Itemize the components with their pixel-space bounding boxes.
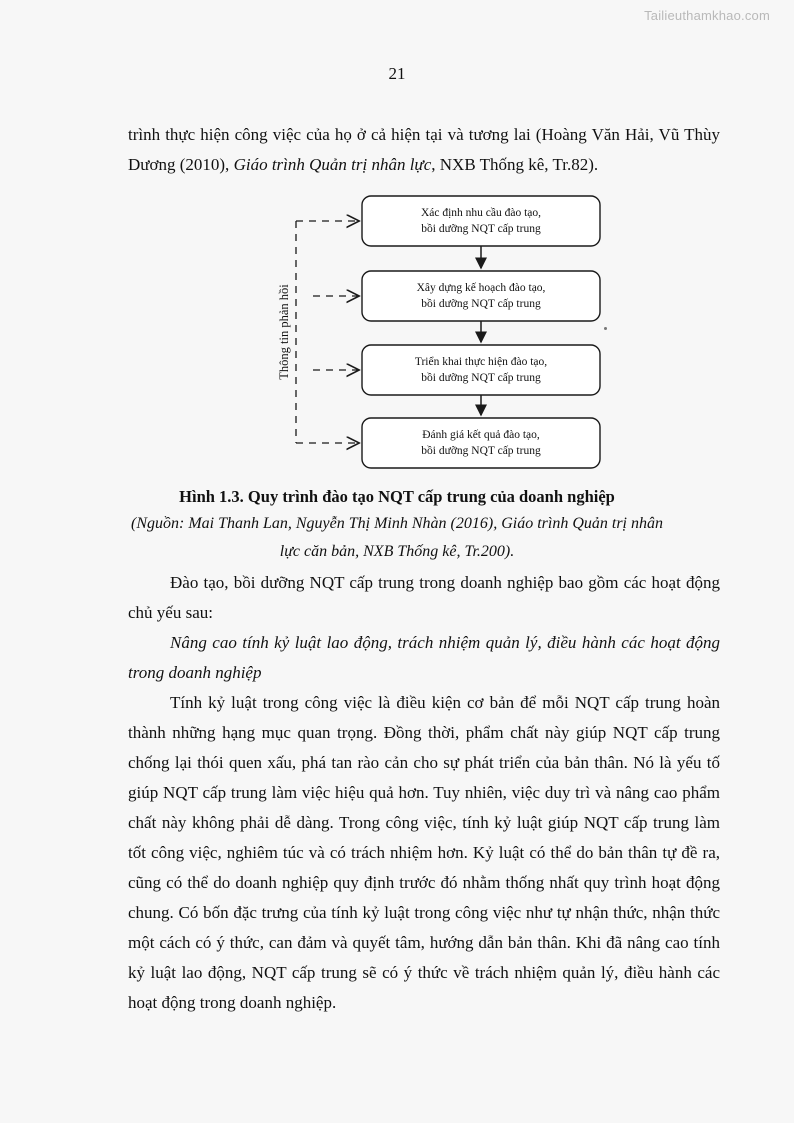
flow-box-3	[362, 345, 600, 395]
after-figure-paragraph-2: Nâng cao tính kỷ luật lao động, trách nhiệm quản lý, điều hành các hoạt động trong doanh nghiệp	[128, 633, 720, 682]
intro-paragraph-block	[128, 120, 720, 180]
figure-source-line1: (Nguồn: Mai Thanh Lan, Nguyễn Thị Minh Nhàn (2016), Giáo trình Quản trị nhân	[130, 515, 663, 532]
flow-box-2-line2: bồi dưỡng NQT cấp trung	[421, 298, 541, 310]
main-body-paragraph: Tính kỷ luật trong công việc là điều kiện cơ bản để mỗi NQT cấp trung hoàn thành những hạng mục quan trọng. Đồng thời, phẩm chất này giúp NQT cấp trung chống lại thói quen xấu, phá tan rào cản cho sự phát triển của bản thân. Nó là yếu tố giúp NQT cấp trung làm việc hiệu quả hơn. Tuy nhiên, việc duy trì và nâng cao phẩm chất này không phải dễ dàng. Trong công việc, tính kỷ luật giúp NQT cấp trung làm tốt công việc, nghiêm túc và có trách nhiệm hơn. Kỷ luật có thể do bản thân tự đề ra, cũng có thể do doanh nghiệp quy định trước đó nhằm thống nhất quy trình hoạt động chung. Có bốn đặc trưng của tính kỷ luật trong công việc như tự nhận thức, nhận thức một cách có ý thức, can đảm và quyết tâm, hướng dẫn bản thân. Khi đã nâng cao tính kỷ luật lao động, NQT cấp trung sẽ có ý thức về trách nhiệm quản lý, điều hành các hoạt động trong doanh nghiệp.	[128, 693, 720, 1012]
flow-box-4	[362, 418, 600, 468]
intro-paragraph	[128, 120, 720, 180]
intro-italic-title: Giáo trình Quản trị nhân lực	[233, 155, 432, 174]
flow-box-4-line1: Đánh giá kết quả đào tạo,	[422, 429, 540, 441]
flow-box-3-line1: Triển khai thực hiện đào tạo,	[414, 356, 548, 368]
flow-box-3-line2: bồi dưỡng NQT cấp trung	[421, 372, 541, 384]
scan-artifact-speck	[604, 327, 607, 330]
flow-box-1	[362, 196, 600, 246]
intro-text-start: trình thực hiện công việc của họ ở cả hiện tại và tương lai (Hoàng Văn Hải, Vũ Thùy Dương (2010),	[128, 125, 720, 174]
flow-box-2-line1: Xây dựng kế hoạch đào tạo,	[416, 282, 546, 294]
figure-source	[110, 510, 684, 566]
figure-source-line2: lực căn bản, NXB Thống kê, Tr.200).	[279, 543, 515, 560]
main-body-block	[128, 688, 720, 1018]
flow-box-1-line2: bồi dưỡng NQT cấp trung	[421, 223, 541, 235]
flow-box-1-line1: Xác định nhu cầu đào tạo,	[420, 207, 542, 219]
after-figure-block	[128, 568, 720, 688]
page-number: 21	[388, 64, 406, 83]
process-flow-diagram	[0, 190, 794, 480]
watermark-label: Tailieuthamkhao.com	[644, 8, 770, 23]
intro-text-end: , NXB Thống kê, Tr.82).	[431, 155, 599, 174]
flow-box-4-line2: bồi dưỡng NQT cấp trung	[421, 445, 541, 457]
flow-box-2	[362, 271, 600, 321]
figure-caption: Hình 1.3. Quy trình đào tạo NQT cấp trung của doanh nghiệp	[179, 487, 615, 506]
feedback-label: Thông tin phản hồi	[277, 284, 291, 380]
after-figure-paragraph-1: Đào tạo, bồi dưỡng NQT cấp trung trong doanh nghiệp bao gồm các hoạt động chủ yếu sau:	[128, 573, 720, 622]
